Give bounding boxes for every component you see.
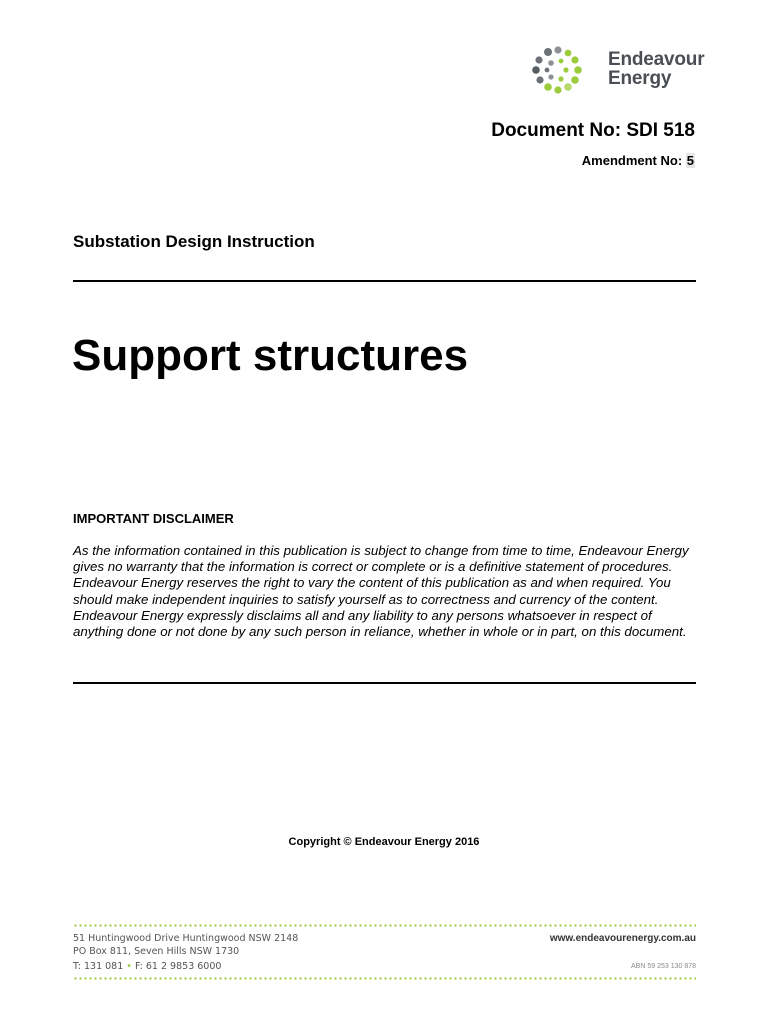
disclaimer-heading: IMPORTANT DISCLAIMER — [73, 511, 234, 526]
footer-address-line-2: PO Box 811, Seven Hills NSW 1730 — [73, 946, 240, 957]
footer-bullet-icon: • — [126, 961, 132, 972]
logo-line-1: Endeavour — [608, 49, 705, 70]
divider-bottom — [73, 682, 696, 684]
document-number: Document No: SDI 518 — [491, 120, 695, 141]
footer-phone: T: 131 081 — [73, 961, 124, 972]
endeavour-energy-logo — [528, 44, 718, 96]
footer-dotted-line-top — [73, 924, 696, 927]
footer-fax: F: 61 2 9853 6000 — [134, 961, 222, 972]
footer-abn: ABN 59 253 130 878 — [631, 963, 696, 970]
footer-address-line-1: 51 Huntingwood Drive Huntingwood NSW 2148 — [73, 933, 299, 944]
disclaimer-body — [73, 543, 698, 640]
divider-top — [73, 280, 696, 282]
footer-dotted-line-bottom — [73, 977, 696, 980]
amendment-number — [582, 153, 695, 168]
amendment-label: Amendment No: — [581, 153, 686, 168]
disclaimer-text: As the information contained in this publication is subject to change from time to time, Endeavour Energy gives no warranty that the information is correct or complete or is a definitive statement of procedures. Endeavour Energy reserves the right to vary the content of this publication as and when required. You should make independent inquiries to satisfy yourself as to correctness and currency of the content. Endeavour Energy expressly disclaims all and any liability to any persons whatsoever in respect of anything done or not done by any such person in reliance, whether in whole or in part, on this document. — [73, 543, 689, 640]
document-subtitle: Substation Design Instruction — [73, 232, 315, 251]
amendment-value: 5 — [686, 153, 694, 168]
logo-wordmark — [608, 50, 704, 88]
footer-contact-line — [73, 961, 221, 972]
logo-line-2: Energy — [608, 68, 672, 89]
logo-dots-icon — [528, 44, 602, 96]
copyright-notice: Copyright © Endeavour Energy 2016 — [288, 836, 480, 848]
footer-website-link[interactable]: www.endeavourenergy.com.au — [549, 933, 696, 944]
page-title: Support structures — [72, 331, 469, 380]
